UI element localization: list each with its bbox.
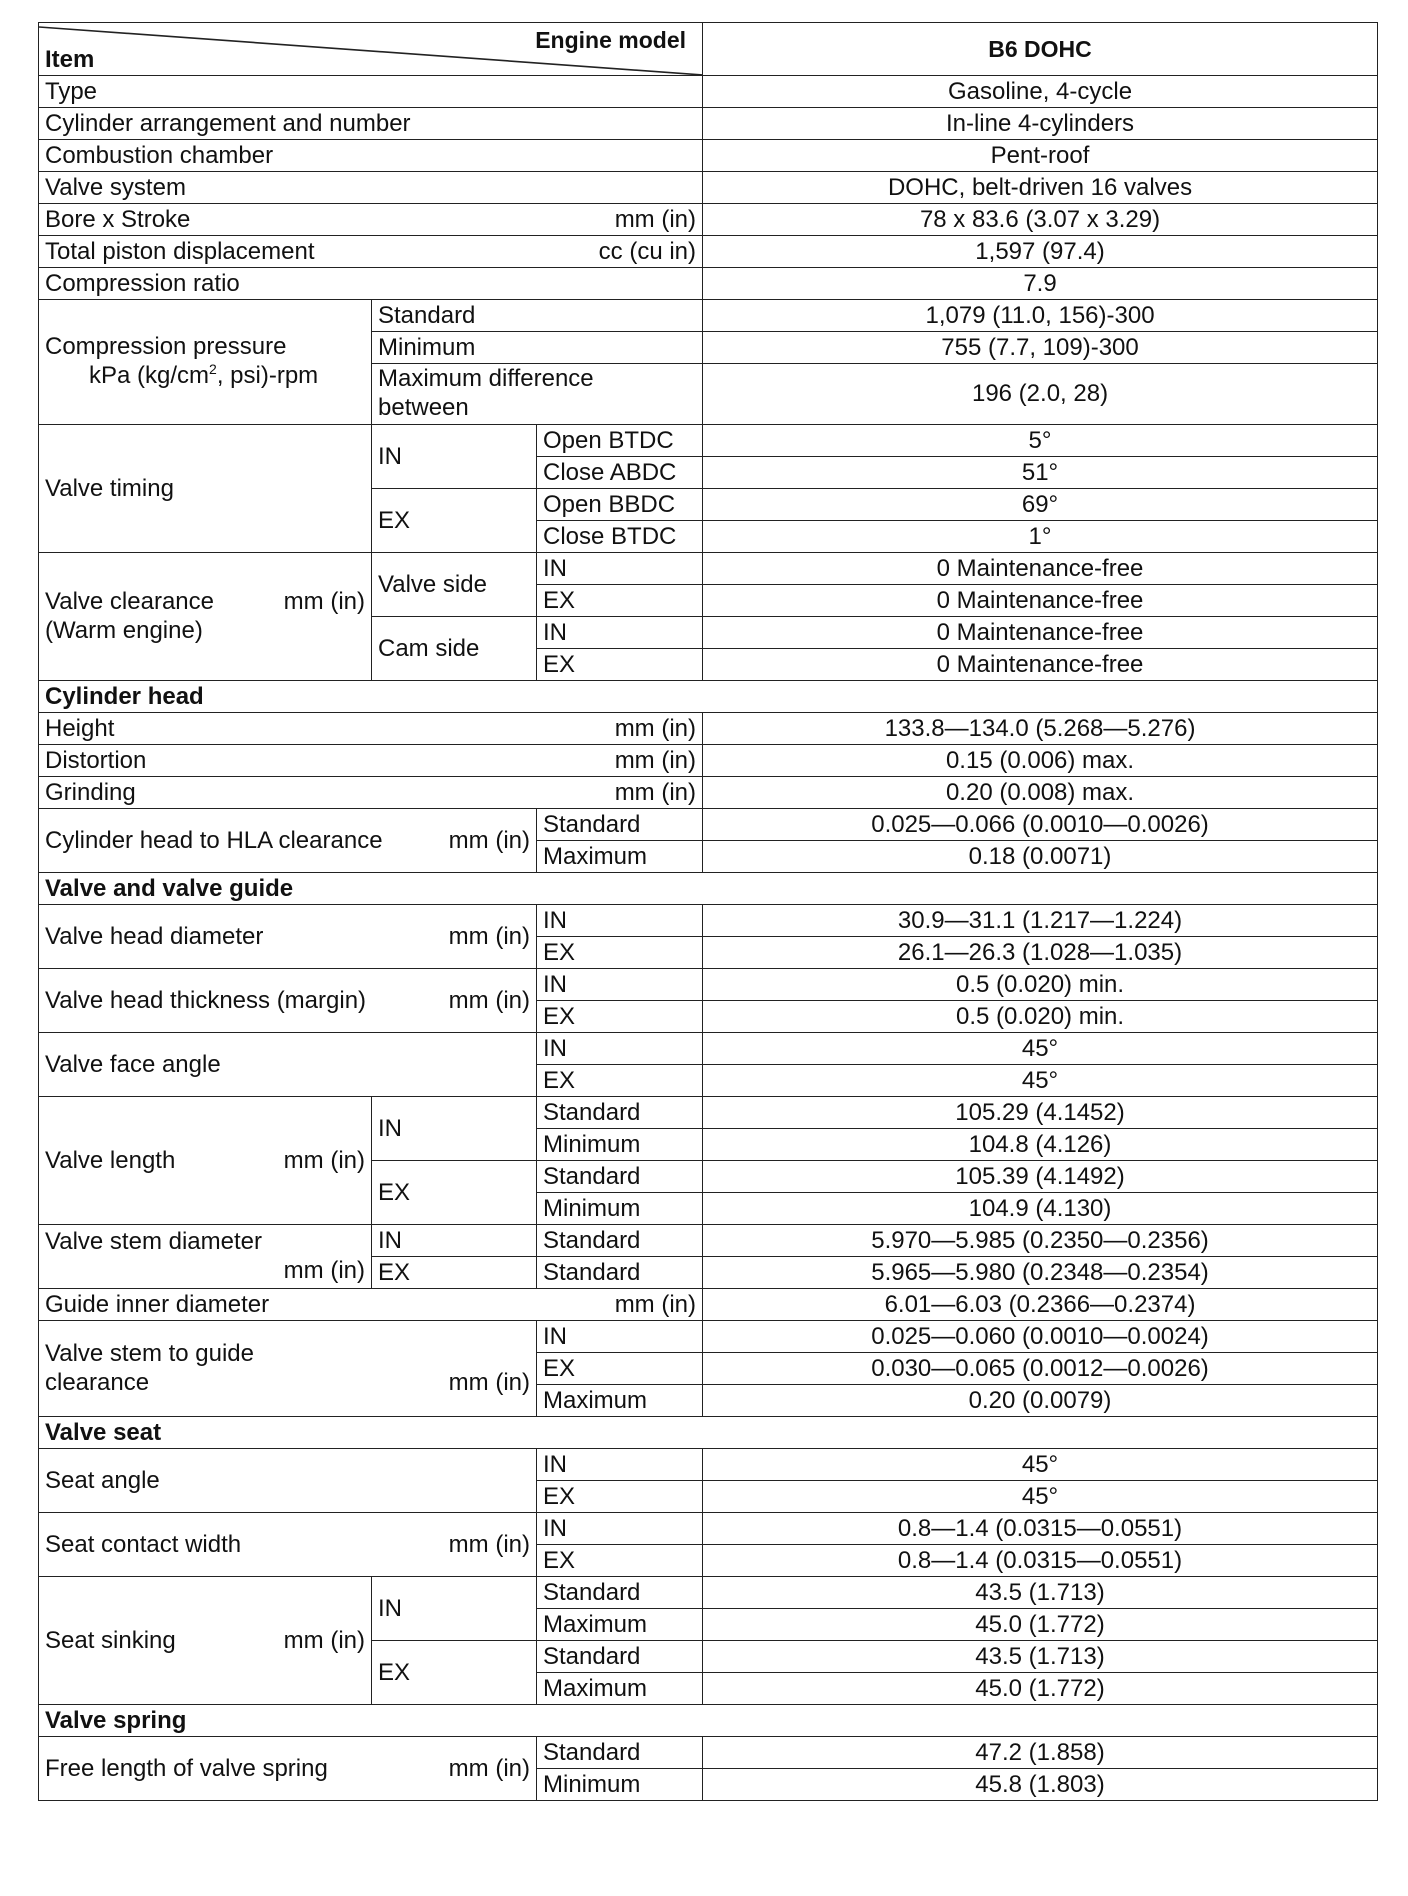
sub-label: Minimum (537, 1129, 703, 1161)
table-row (39, 1449, 1378, 1481)
row-unit: cc (cu in) (598, 237, 697, 265)
row-value: 105.29 (4.1452) (703, 1097, 1378, 1129)
sub-label: Close BTDC (537, 521, 703, 553)
row-label: Valve head thickness (margin) (45, 986, 367, 1014)
sub-label: Standard (537, 1577, 703, 1609)
row-unit: mm (in) (283, 1626, 365, 1654)
row-value: 45.8 (1.803) (703, 1769, 1378, 1801)
row-unit: mm (in) (614, 746, 697, 774)
row-value: 105.39 (4.1492) (703, 1161, 1378, 1193)
row-unit: mm (in) (614, 778, 697, 806)
row-value: DOHC, belt-driven 16 valves (703, 172, 1378, 204)
in-label: IN (537, 1321, 703, 1353)
table-row (39, 1737, 1378, 1769)
in-label: IN (537, 1513, 703, 1545)
section-title-valve-guide: Valve and valve guide (39, 873, 1378, 905)
cam-side-label: Cam side (372, 617, 537, 681)
row-value: 45° (703, 1449, 1378, 1481)
item-label: Item (45, 46, 95, 73)
row-value: 45° (703, 1033, 1378, 1065)
row-label: Distortion (45, 746, 147, 774)
sub-label: Standard (372, 300, 703, 332)
row-value: 0.20 (0.008) max. (703, 777, 1378, 809)
row-unit: mm (in) (283, 1146, 365, 1174)
row-value: 0.20 (0.0079) (703, 1385, 1378, 1417)
row-unit: mm (in) (448, 986, 530, 1014)
table-row (39, 172, 1378, 204)
row-unit: mm (in) (448, 1530, 530, 1558)
row-value: 30.9—31.1 (1.217—1.224) (703, 905, 1378, 937)
row-value: 196 (2.0, 28) (703, 364, 1378, 425)
in-label: IN (372, 425, 537, 489)
sub-label: Maximum (537, 1609, 703, 1641)
row-value: 133.8—134.0 (5.268—5.276) (703, 713, 1378, 745)
row-value: 0.5 (0.020) min. (703, 1001, 1378, 1033)
row-value: 1° (703, 521, 1378, 553)
table-row (39, 204, 1378, 236)
section-row (39, 1705, 1378, 1737)
ex-label: EX (372, 1161, 537, 1225)
table-row (39, 76, 1378, 108)
table-row (39, 1033, 1378, 1065)
section-row (39, 681, 1378, 713)
sub-label: Open BTDC (537, 425, 703, 457)
row-value: 0.8—1.4 (0.0315—0.0551) (703, 1513, 1378, 1545)
row-label: Height (45, 714, 115, 742)
sub-label: Open BBDC (537, 489, 703, 521)
ex-label: EX (537, 649, 703, 681)
row-unit: mm (in) (448, 1368, 530, 1396)
row-value: 5.965—5.980 (0.2348—0.2354) (703, 1257, 1378, 1289)
table-row (39, 425, 1378, 457)
table-row (39, 1289, 1378, 1321)
row-unit: mm (in) (448, 1754, 530, 1782)
row-value: 755 (7.7, 109)-300 (703, 332, 1378, 364)
row-label: Total piston displacement (45, 237, 315, 265)
sub-label: Standard (537, 1641, 703, 1673)
row-value: 78 x 83.6 (3.07 x 3.29) (703, 204, 1378, 236)
row-value: Pent-roof (703, 140, 1378, 172)
row-value: 0.8—1.4 (0.0315—0.0551) (703, 1545, 1378, 1577)
row-label: Cylinder head to HLA clearance (45, 826, 383, 854)
ex-label: EX (372, 1257, 537, 1289)
sub-label: Standard (537, 1225, 703, 1257)
row-unit: mm (in) (614, 714, 697, 742)
ex-label: EX (372, 489, 537, 553)
row-label: Guide inner diameter (45, 1290, 270, 1318)
table-row (39, 745, 1378, 777)
row-label: Valve head diameter (45, 922, 264, 950)
table-row (39, 300, 1378, 332)
row-value: 1,597 (97.4) (703, 236, 1378, 268)
ex-label: EX (372, 1641, 537, 1705)
row-value: 7.9 (703, 268, 1378, 300)
row-value: 0.025—0.066 (0.0010—0.0026) (703, 809, 1378, 841)
row-value: 0 Maintenance-free (703, 649, 1378, 681)
ex-label: EX (537, 1065, 703, 1097)
table-row (39, 969, 1378, 1001)
row-unit: mm (in) (448, 922, 530, 950)
ex-label: EX (537, 1001, 703, 1033)
sub-label: Close ABDC (537, 457, 703, 489)
spec-page (38, 22, 1377, 1801)
row-label: Valve system (39, 172, 703, 204)
ex-label: EX (537, 1481, 703, 1513)
in-label: IN (372, 1577, 537, 1641)
in-label: IN (537, 905, 703, 937)
table-row (39, 236, 1378, 268)
valve-timing-label: Valve timing (39, 425, 372, 553)
engine-spec-table (38, 22, 1378, 1801)
sub-label: Maximum (537, 1673, 703, 1705)
table-row (39, 905, 1378, 937)
row-unit: mm (in) (448, 826, 530, 854)
row-value: 0 Maintenance-free (703, 585, 1378, 617)
table-row (39, 268, 1378, 300)
row-unit: mm (in) (283, 1256, 365, 1284)
row-value: 0 Maintenance-free (703, 617, 1378, 649)
table-row (39, 1513, 1378, 1545)
row-label: Compression ratio (39, 268, 703, 300)
sub-label: Standard (537, 1097, 703, 1129)
row-label: Valve length (45, 1146, 176, 1174)
row-value: 47.2 (1.858) (703, 1737, 1378, 1769)
in-label: IN (537, 617, 703, 649)
row-label: Valve stem diameter (45, 1227, 262, 1255)
ex-label: EX (537, 1353, 703, 1385)
row-value: 5.970—5.985 (0.2350—0.2356) (703, 1225, 1378, 1257)
section-row (39, 873, 1378, 905)
row-label: clearance (45, 1368, 150, 1396)
section-title-valve-spring: Valve spring (39, 1705, 1378, 1737)
in-label: IN (537, 553, 703, 585)
table-row (39, 553, 1378, 585)
row-value: 45° (703, 1481, 1378, 1513)
table-row (39, 713, 1378, 745)
in-label: IN (537, 1449, 703, 1481)
model-header: B6 DOHC (703, 23, 1378, 76)
table-row (39, 1321, 1378, 1353)
row-value: 0.5 (0.020) min. (703, 969, 1378, 1001)
row-label: Type (39, 76, 703, 108)
header-row (39, 23, 1378, 76)
table-row (39, 1097, 1378, 1129)
row-value: 1,079 (11.0, 156)-300 (703, 300, 1378, 332)
row-label: Seat contact width (45, 1530, 242, 1558)
sub-label: Standard (537, 1257, 703, 1289)
table-row (39, 140, 1378, 172)
row-value: 51° (703, 457, 1378, 489)
sub-label: Minimum (537, 1769, 703, 1801)
row-value: 0.18 (0.0071) (703, 841, 1378, 873)
sub-label: Maximum difference between (372, 364, 703, 425)
table-row (39, 1577, 1378, 1609)
row-value: 104.8 (4.126) (703, 1129, 1378, 1161)
row-value: 45.0 (1.772) (703, 1609, 1378, 1641)
row-label: Valve face angle (39, 1033, 537, 1097)
row-label: Seat angle (39, 1449, 537, 1513)
sub-label: Standard (537, 809, 703, 841)
section-title-valve-seat: Valve seat (39, 1417, 1378, 1449)
row-value: 45° (703, 1065, 1378, 1097)
row-label: Combustion chamber (39, 140, 703, 172)
row-label: Cylinder arrangement and number (39, 108, 703, 140)
row-value: 0 Maintenance-free (703, 553, 1378, 585)
row-label: Grinding (45, 778, 136, 806)
ex-label: EX (537, 1545, 703, 1577)
sub-label: Minimum (537, 1193, 703, 1225)
row-value: 0.030—0.065 (0.0012—0.0026) (703, 1353, 1378, 1385)
valve-side-label: Valve side (372, 553, 537, 617)
row-unit: mm (in) (614, 1290, 697, 1318)
header-diagonal-cell (39, 23, 703, 76)
ex-label: EX (537, 585, 703, 617)
in-label: IN (372, 1097, 537, 1161)
table-row (39, 777, 1378, 809)
engine-model-label: Engine model (535, 27, 687, 53)
sub-label: Standard (537, 1161, 703, 1193)
sub-label: Maximum (537, 1385, 703, 1417)
row-value: 0.025—0.060 (0.0010—0.0024) (703, 1321, 1378, 1353)
row-value: 6.01—6.03 (0.2366—0.2374) (703, 1289, 1378, 1321)
row-value: 43.5 (1.713) (703, 1641, 1378, 1673)
compression-pressure-label: Compression pressure kPa ($kg/cm^2$, psi)-rpm (39, 300, 372, 425)
row-label: Seat sinking (45, 1626, 176, 1654)
row-value: 0.15 (0.006) max. (703, 745, 1378, 777)
section-title-cylinder-head: Cylinder head (39, 681, 1378, 713)
row-value: 43.5 (1.713) (703, 1577, 1378, 1609)
row-label: Valve stem to guide (45, 1339, 255, 1367)
table-row (39, 108, 1378, 140)
section-row (39, 1417, 1378, 1449)
in-label: IN (537, 1033, 703, 1065)
row-value: 45.0 (1.772) (703, 1673, 1378, 1705)
valve-clearance-label: Valve clearance mm (in) (Warm engine) (39, 553, 372, 681)
row-unit: mm (in) (614, 205, 697, 233)
sub-label: Minimum (372, 332, 703, 364)
row-value: 26.1—26.3 (1.028—1.035) (703, 937, 1378, 969)
row-value: 5° (703, 425, 1378, 457)
in-label: IN (372, 1225, 537, 1257)
sub-label: Maximum (537, 841, 703, 873)
table-row (39, 1225, 1378, 1257)
sub-label: Standard (537, 1737, 703, 1769)
row-label: Free length of valve spring (45, 1754, 328, 1782)
row-value: Gasoline, 4-cycle (703, 76, 1378, 108)
ex-label: EX (537, 937, 703, 969)
row-value: 104.9 (4.130) (703, 1193, 1378, 1225)
in-label: IN (537, 969, 703, 1001)
row-value: 69° (703, 489, 1378, 521)
row-value: In-line 4-cylinders (703, 108, 1378, 140)
table-row (39, 809, 1378, 841)
row-label: Bore x Stroke (45, 205, 191, 233)
